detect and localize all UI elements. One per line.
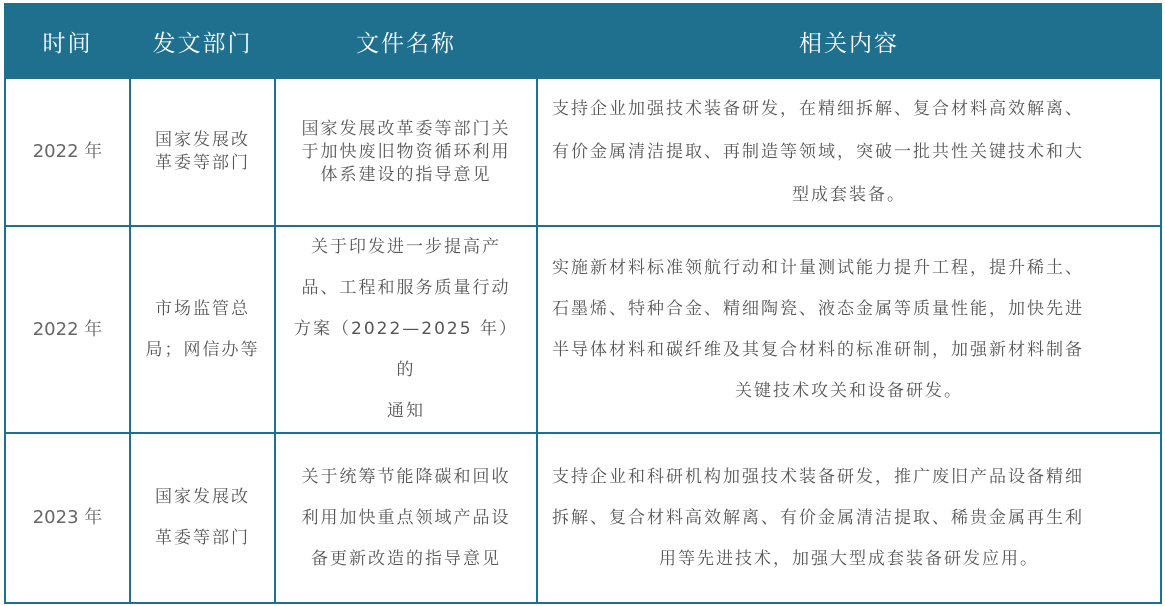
title-line: 关于印发进一步提高产 [311,237,501,257]
year-cell: 2022 年 [5,78,130,226]
content-line: 实施新材料标准领航行动和计量测试能力提升工程，提升稀土、 [552,257,1084,278]
title-line: 关于统筹节能降碳和回收 [301,466,511,487]
content-line: 半导体材料和碳纤维及其复合材料的标准研制，加强新材料制备 [552,339,1084,360]
content-line: 支持企业和科研机构加强技术装备研发，推广废旧产品设备精细 [552,466,1084,487]
year-cell: 2022 年 [5,226,130,433]
header-department: 发文部门 [130,4,275,78]
content-line: 关键技术攻关和设备研发。 [735,380,963,401]
department-line: 革委等部门 [155,528,250,548]
department-line: 局；网信办等 [145,339,260,360]
table-row [5,78,1161,226]
document-title-cell [275,226,537,433]
title-line: 通知 [387,401,425,421]
header-related-content: 相关内容 [537,4,1161,78]
title-line: 方案（2022—2025 年）的 [294,319,518,380]
content-line: 型成套装备。 [792,184,906,205]
department-cell [130,226,275,433]
content-line: 支持企业加强技术装备研发，在精细拆解、复合材料高效解离、 [552,98,1084,119]
header-row [5,4,1161,78]
title-line: 品、工程和服务质量行动 [301,278,511,298]
title-line: 体系建设的指导意见 [320,164,492,185]
table-row [5,226,1161,433]
content-cell [537,78,1161,226]
content-line: 有价金属清洁提取、再制造等领域，突破一批共性关键技术和大 [552,141,1084,162]
title-line: 利用加快重点领域产品设 [301,507,511,528]
department-cell [130,78,275,226]
year-cell: 2023 年 [5,433,130,603]
policy-table [4,3,1162,604]
title-line: 于加快废旧物资循环利用 [301,141,511,162]
department-line: 国家发展改 [155,487,250,507]
department-line: 革委等部门 [155,153,250,173]
header-document-title: 文件名称 [275,4,537,78]
department-line: 国家发展改 [155,130,250,150]
department-cell [130,433,275,603]
header-time: 时间 [5,4,130,78]
title-line: 国家发展改革委等部门关 [301,118,511,139]
document-title-cell [275,433,537,603]
department-line: 市场监管总 [155,298,250,319]
content-line: 拆解、复合材料高效解离、有价金属清洁提取、稀贵金属再生利 [552,507,1084,528]
content-line: 石墨烯、特种合金、精细陶瓷、液态金属等质量性能，加快先进 [552,298,1084,319]
document-title-cell [275,78,537,226]
content-cell [537,226,1161,433]
content-line: 用等先进技术，加强大型成套装备研发应用。 [659,548,1039,569]
title-line: 备更新改造的指导意见 [311,548,501,569]
content-cell [537,433,1161,603]
table-row [5,433,1161,603]
